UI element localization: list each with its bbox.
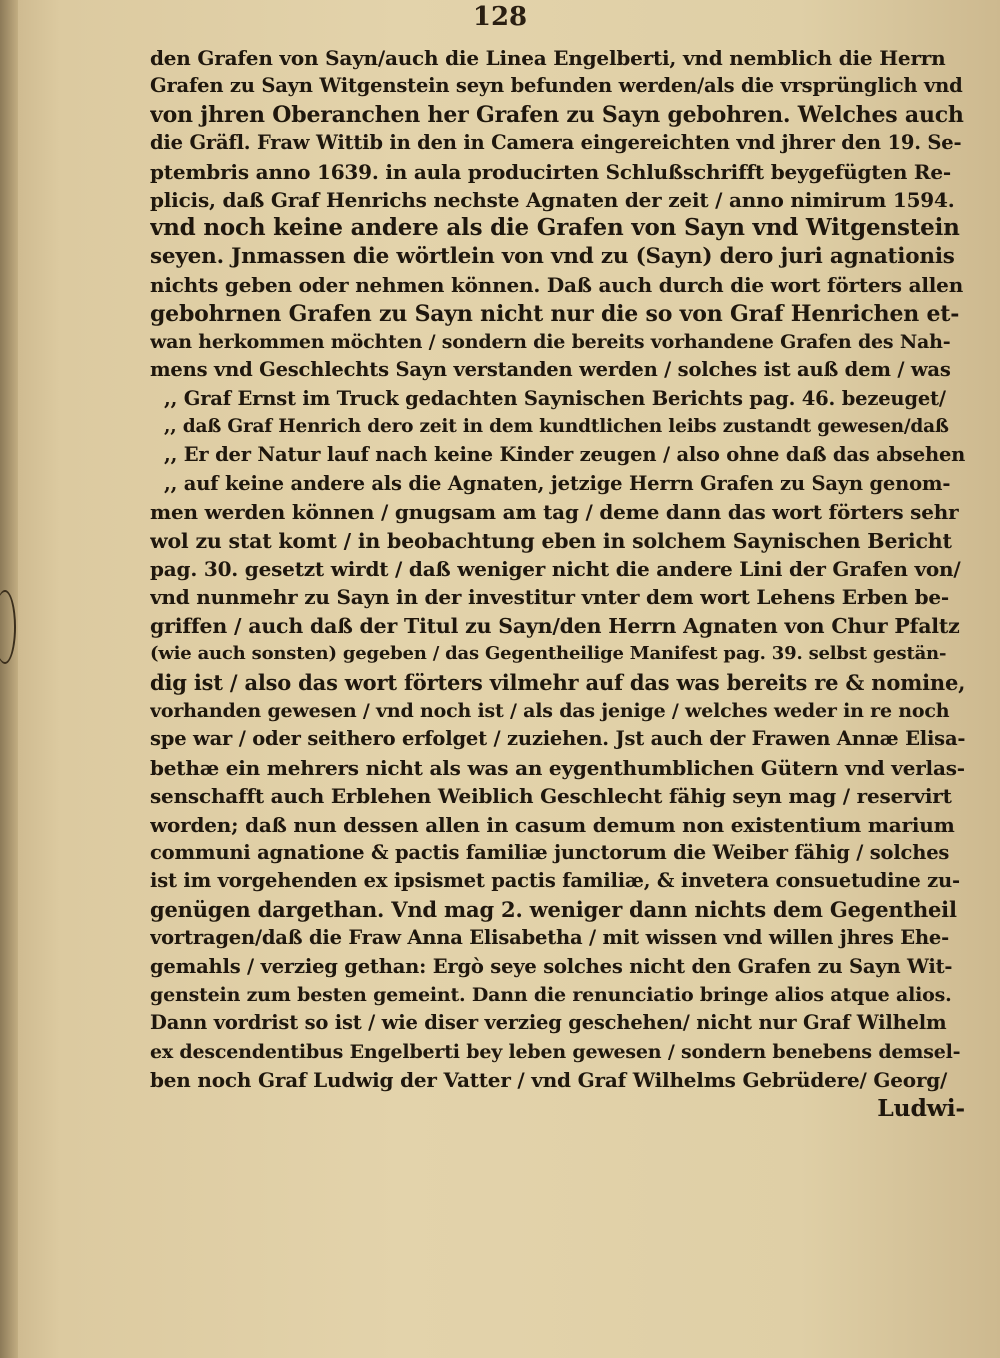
text-line: (wie auch sonsten) gegeben / das Gegentheilige Manifest pag. 39. selbst gestän- — [150, 643, 947, 665]
text-line: vnd noch keine andere als die Grafen von Sayn vnd Witgenstein — [150, 214, 960, 242]
text-line: gemahls / verzieg gethan: Ergò seye solches nicht den Grafen zu Sayn Wit- — [150, 954, 953, 978]
text-line: spe war / oder seithero erfolget / zuziehen. Jst auch der Frawen Annæ Elisa- — [150, 727, 965, 751]
text-line: nichts geben oder nehmen können. Daß auch durch die wort förters allen — [150, 273, 964, 298]
page-number: 128 — [472, 2, 528, 32]
text-line: die Gräfl. Fraw Wittib in den in Camera eingereichten vnd jhrer den 19. Se- — [150, 131, 962, 155]
text-line: vorhanden gewesen / vnd noch ist / als das jenige / welches weder in re noch — [150, 699, 950, 722]
text-line: von jhren Oberanchen her Grafen zu Sayn gebohren. Welches auch — [150, 101, 964, 128]
text-line: ,, Graf Ernst im Truck gedachten Saynischen Berichts pag. 46. bezeuget/ — [164, 386, 946, 410]
text-line: ptembris anno 1639. in aula producirten Schlußschrifft beygefügten Re- — [150, 159, 951, 184]
text-line: Grafen zu Sayn Witgenstein seyn befunden werden/als die vrsprünglich vnd — [150, 74, 963, 98]
text-line: ,, Er der Natur lauf nach keine Kinder zeugen / also ohne daß das absehen — [164, 443, 965, 467]
text-line: senschafft auch Erblehen Weiblich Geschlecht fähig seyn mag / reservirt — [150, 784, 952, 809]
catchword: Ludwi- — [877, 1094, 965, 1123]
text-line: den Grafen von Sayn/auch die Linea Engelberti, vnd nemblich die Herrn — [150, 46, 946, 70]
text-line: genügen dargethan. Vnd mag 2. weniger dann nichts dem Gegentheil — [150, 896, 957, 922]
text-line: ex descendentibus Engelberti bey leben gewesen / sondern benebens demsel- — [150, 1040, 961, 1063]
text-line: ,, auf keine andere als die Agnaten, jetzige Herrn Grafen zu Sayn genom- — [164, 471, 951, 495]
text-line: griffen / auch daß der Titul zu Sayn/den Herrn Agnaten von Chur Pfaltz — [150, 613, 960, 638]
text-line: worden; daß nun dessen allen in casum demum non existentium marium — [150, 812, 955, 837]
text-line: bethæ ein mehrers nicht als was an eygenthumblichen Gütern vnd verlas- — [150, 755, 965, 780]
text-line: ist im vorgehenden ex ipsismet pactis familiæ, & invetera consuetudine zu- — [150, 869, 960, 893]
text-line: communi agnatione & pactis familiæ junctorum die Weiber fähig / solches — [150, 840, 950, 864]
text-line: plicis, daß Graf Henrichs nechste Agnaten der zeit / anno nimirum 1594. — [150, 187, 955, 212]
body-text — [150, 44, 965, 1123]
text-line: vnd nunmehr zu Sayn in der investitur vnter dem wort Lehens Erben be- — [150, 585, 949, 610]
text-line: wan herkommen möchten / sondern die bereits vorhandene Grafen des Nah- — [150, 330, 951, 353]
text-line: vortragen/daß die Fraw Anna Elisabetha / mit wissen vnd willen jhres Ehe- — [150, 926, 950, 950]
text-line: ben noch Graf Ludwig der Vatter / vnd Graf Wilhelms Gebrüdere/ Georg/ — [150, 1068, 948, 1093]
text-line: pag. 30. gesetzt wirdt / daß weniger nicht die andere Lini der Grafen von/ — [150, 557, 961, 582]
text-line: dig ist / also das wort förters vilmehr auf das was bereits re & nomine, — [150, 669, 965, 695]
text-line: Dann vordrist so ist / wie diser verzieg geschehen/ nicht nur Graf Wilhelm — [150, 1011, 947, 1035]
text-line: genstein zum besten gemeint. Dann die renunciatio bringe alios atque alios. — [150, 983, 952, 1006]
text-line: seyen. Jnmassen die wörtlein von vnd zu (Sayn) dero juri agnationis — [150, 243, 955, 269]
binding-edge — [0, 0, 18, 1358]
text-line: men werden können / gnugsam am tag / deme dann das wort förters sehr — [150, 500, 959, 525]
text-line: wol zu stat komt / in beobachtung eben in solchem Saynischen Bericht — [150, 528, 952, 553]
text-line: gebohrnen Grafen zu Sayn nicht nur die so von Graf Henrichen et- — [150, 300, 960, 327]
text-line: mens vnd Geschlechts Sayn verstanden werden / solches ist auß dem / was — [150, 358, 951, 382]
text-line: ,, daß Graf Henrich dero zeit in dem kundtlichen leibs zustandt gewesen/daß — [164, 416, 949, 438]
